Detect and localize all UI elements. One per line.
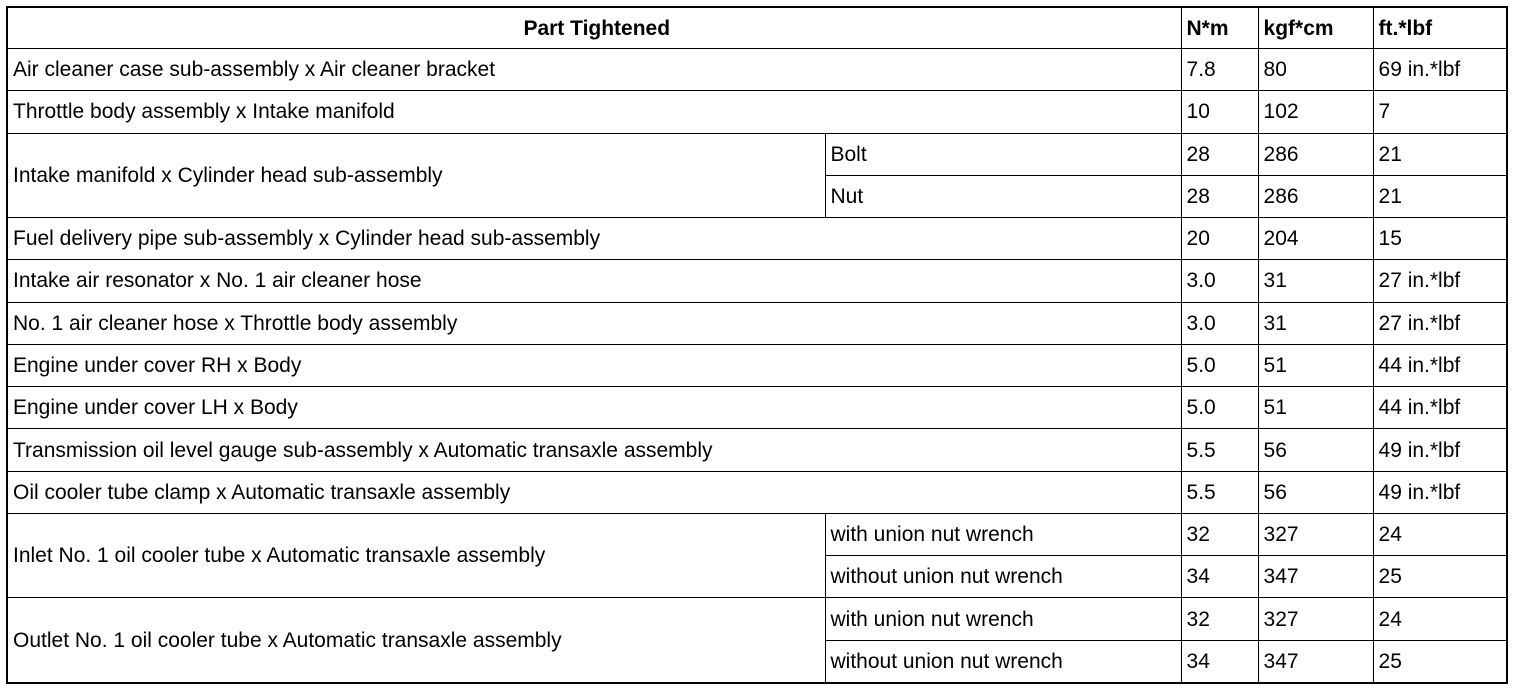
ftlbf-cell: 27 in.*lbf <box>1373 260 1507 302</box>
nm-cell: 34 <box>1181 640 1258 683</box>
header-part-tightened: Part Tightened <box>7 7 1181 49</box>
ftlbf-cell: 24 <box>1373 598 1507 640</box>
ftlbf-cell: 49 in.*lbf <box>1373 471 1507 513</box>
part-cell: Inlet No. 1 oil cooler tube x Automatic transaxle assembly <box>7 513 825 598</box>
table-row <box>7 91 1507 133</box>
condition-cell: without union nut wrench <box>825 556 1181 598</box>
table-row <box>7 260 1507 302</box>
nm-cell: 5.5 <box>1181 429 1258 471</box>
ftlbf-cell: 7 <box>1373 91 1507 133</box>
kgfcm-cell: 286 <box>1258 133 1373 175</box>
ftlbf-cell: 15 <box>1373 218 1507 260</box>
nm-cell: 28 <box>1181 175 1258 217</box>
part-cell: Engine under cover RH x Body <box>7 344 1181 386</box>
nm-cell: 5.5 <box>1181 471 1258 513</box>
table-row <box>7 387 1507 429</box>
condition-cell: Nut <box>825 175 1181 217</box>
part-cell: Intake manifold x Cylinder head sub-assembly <box>7 133 825 218</box>
condition-cell: with union nut wrench <box>825 513 1181 555</box>
ftlbf-cell: 44 in.*lbf <box>1373 344 1507 386</box>
kgfcm-cell: 80 <box>1258 49 1373 91</box>
part-cell: Transmission oil level gauge sub-assembly x Automatic transaxle assembly <box>7 429 1181 471</box>
kgfcm-cell: 327 <box>1258 598 1373 640</box>
table-row <box>7 429 1507 471</box>
kgfcm-cell: 31 <box>1258 302 1373 344</box>
kgfcm-cell: 56 <box>1258 429 1373 471</box>
table-row <box>7 218 1507 260</box>
part-cell: No. 1 air cleaner hose x Throttle body assembly <box>7 302 1181 344</box>
header-ftlbf: ft.*lbf <box>1373 7 1507 49</box>
table-row <box>7 471 1507 513</box>
nm-cell: 5.0 <box>1181 387 1258 429</box>
ftlbf-cell: 24 <box>1373 513 1507 555</box>
nm-cell: 5.0 <box>1181 344 1258 386</box>
ftlbf-cell: 21 <box>1373 175 1507 217</box>
part-cell: Air cleaner case sub-assembly x Air cleaner bracket <box>7 49 1181 91</box>
table-row <box>7 302 1507 344</box>
kgfcm-cell: 51 <box>1258 387 1373 429</box>
part-cell: Engine under cover LH x Body <box>7 387 1181 429</box>
table-row <box>7 513 1507 555</box>
ftlbf-cell: 49 in.*lbf <box>1373 429 1507 471</box>
nm-cell: 3.0 <box>1181 302 1258 344</box>
nm-cell: 32 <box>1181 513 1258 555</box>
condition-cell: Bolt <box>825 133 1181 175</box>
ftlbf-cell: 21 <box>1373 133 1507 175</box>
kgfcm-cell: 347 <box>1258 556 1373 598</box>
nm-cell: 34 <box>1181 556 1258 598</box>
part-cell: Throttle body assembly x Intake manifold <box>7 91 1181 133</box>
header-nm: N*m <box>1181 7 1258 49</box>
torque-spec-table <box>6 6 1508 684</box>
kgfcm-cell: 286 <box>1258 175 1373 217</box>
nm-cell: 3.0 <box>1181 260 1258 302</box>
table-row <box>7 344 1507 386</box>
kgfcm-cell: 31 <box>1258 260 1373 302</box>
ftlbf-cell: 25 <box>1373 640 1507 683</box>
nm-cell: 10 <box>1181 91 1258 133</box>
nm-cell: 32 <box>1181 598 1258 640</box>
nm-cell: 20 <box>1181 218 1258 260</box>
part-cell: Outlet No. 1 oil cooler tube x Automatic transaxle assembly <box>7 598 825 683</box>
table-row <box>7 133 1507 175</box>
part-cell: Fuel delivery pipe sub-assembly x Cylinder head sub-assembly <box>7 218 1181 260</box>
ftlbf-cell: 44 in.*lbf <box>1373 387 1507 429</box>
ftlbf-cell: 27 in.*lbf <box>1373 302 1507 344</box>
table-row <box>7 598 1507 640</box>
part-cell: Intake air resonator x No. 1 air cleaner hose <box>7 260 1181 302</box>
kgfcm-cell: 327 <box>1258 513 1373 555</box>
header-row <box>7 7 1507 49</box>
condition-cell: without union nut wrench <box>825 640 1181 683</box>
nm-cell: 28 <box>1181 133 1258 175</box>
nm-cell: 7.8 <box>1181 49 1258 91</box>
ftlbf-cell: 69 in.*lbf <box>1373 49 1507 91</box>
table-row <box>7 49 1507 91</box>
kgfcm-cell: 102 <box>1258 91 1373 133</box>
condition-cell: with union nut wrench <box>825 598 1181 640</box>
kgfcm-cell: 56 <box>1258 471 1373 513</box>
kgfcm-cell: 347 <box>1258 640 1373 683</box>
part-cell: Oil cooler tube clamp x Automatic transaxle assembly <box>7 471 1181 513</box>
header-kgfcm: kgf*cm <box>1258 7 1373 49</box>
ftlbf-cell: 25 <box>1373 556 1507 598</box>
kgfcm-cell: 51 <box>1258 344 1373 386</box>
kgfcm-cell: 204 <box>1258 218 1373 260</box>
